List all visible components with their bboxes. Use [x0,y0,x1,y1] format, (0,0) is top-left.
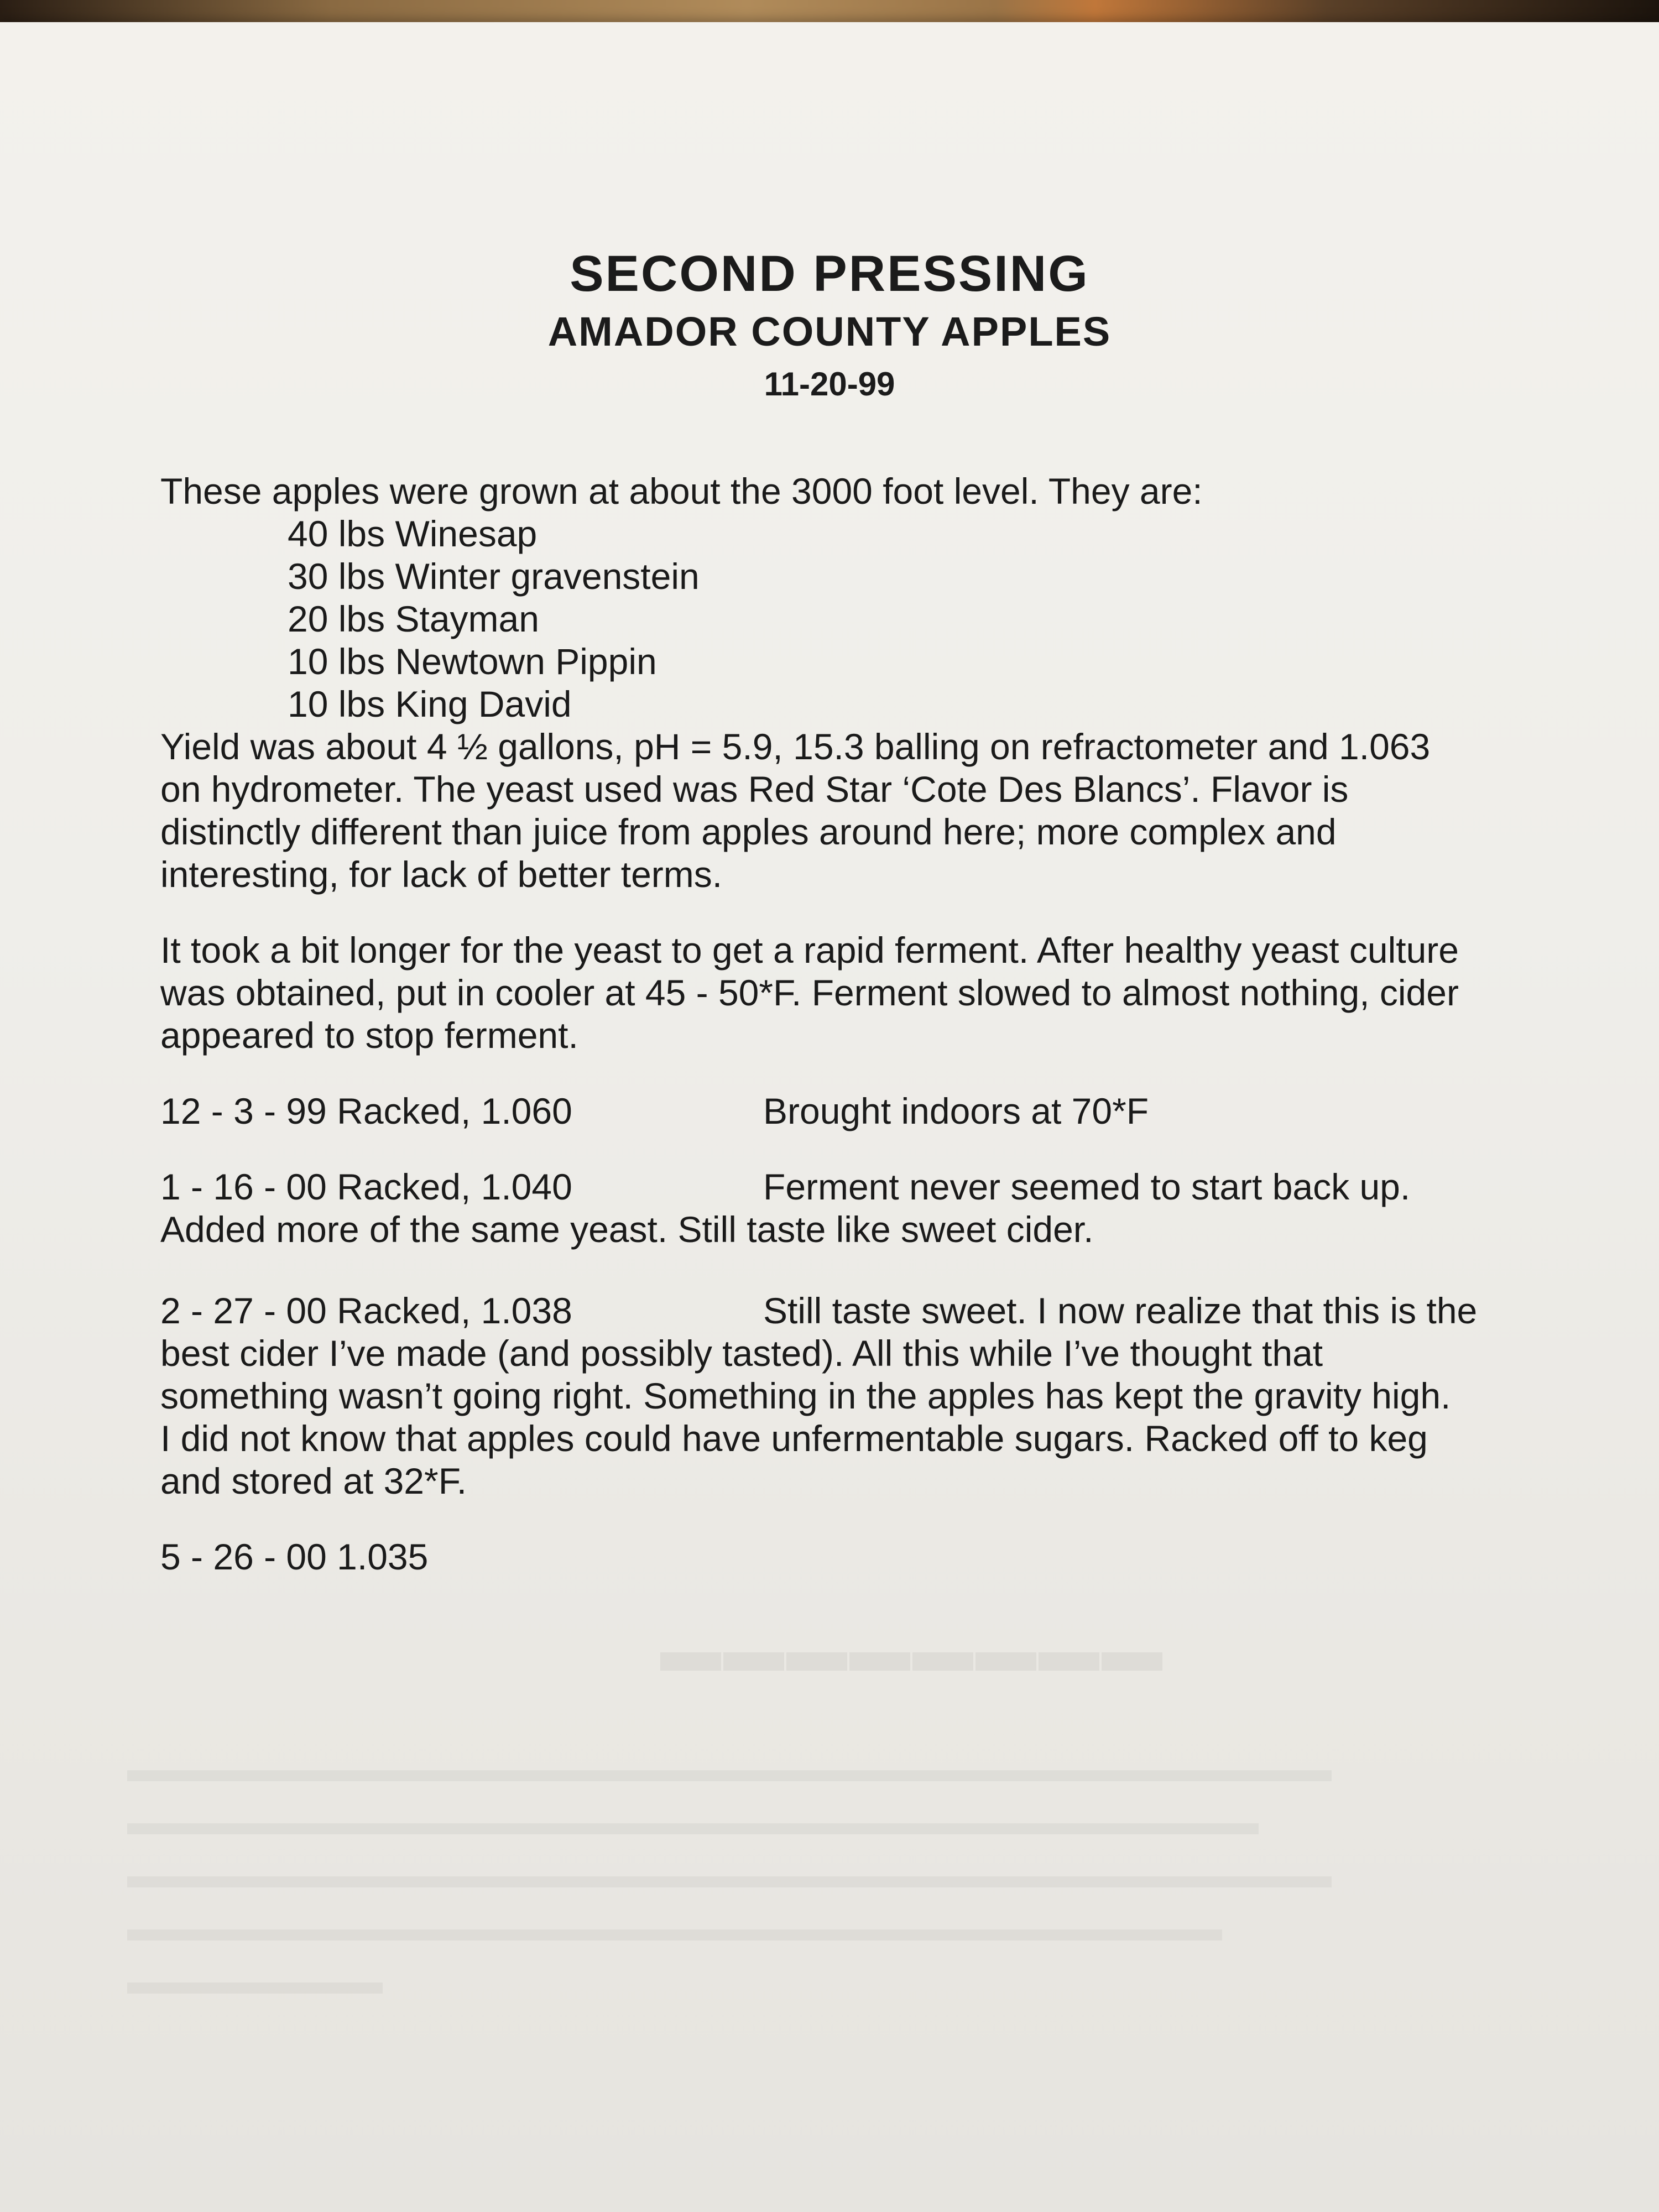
log-entry-continuation: and stored at 32*F. [160,1460,467,1501]
bleed-through-text-shadow [127,1742,1593,2007]
ferment-paragraph [160,929,1598,1057]
log-entry-note: Ferment never seemed to start back up. [763,1166,1411,1207]
apple-list-item: 10 lbs Newtown Pippin [288,641,657,682]
log-entry-note: Brought indoors at 70*F [763,1091,1149,1131]
log-entry [160,1290,1598,1503]
paragraph-line: appeared to stop ferment. [160,1015,578,1056]
final-log-entry: 5 - 26 - 00 1.035 [160,1536,429,1577]
log-entry-continuation: best cider I’ve made (and possibly tasted). All this while I’ve thought that [160,1333,1323,1374]
bleed-through-shadow: ▬▬▬▬▬▬▬▬ [660,1616,1165,1684]
paragraph-line: It took a bit longer for the yeast to get a rapid ferment. After healthy yeast culture [160,930,1459,971]
apple-list-item: 10 lbs King David [288,684,572,724]
log-entry-note: Still taste sweet. I now realize that this is the [763,1290,1478,1331]
log-entry-row [160,1290,1598,1332]
log-entry [160,1166,1598,1251]
log-entry-continuation: I did not know that apples could have unfermentable sugars. Racked off to keg [160,1418,1428,1459]
document-subtitle: AMADOR COUNTY APPLES [547,309,1112,354]
document-date: 11-20-99 [764,366,895,403]
log-entry-continuation: Added more of the same yeast. Still taste like sweet cider. [160,1209,1094,1250]
log-entry-continuation: something wasn’t going right. Something in the apples has kept the gravity high. [160,1375,1451,1416]
log-entry-date: 2 - 27 - 00 Racked, 1.038 [160,1290,572,1331]
log-entry-date: 12 - 3 - 99 Racked, 1.060 [160,1091,572,1131]
paragraph-gap [160,1251,1598,1290]
yield-paragraph [160,726,1598,896]
apple-list-item: 40 lbs Winesap [288,513,538,554]
paragraph-gap [160,1057,1598,1090]
paragraph-line: on hydrometer. The yeast used was Red Star ‘Cote Des Blancs’. Flavor is [160,769,1349,810]
log-entry-row [160,1166,1598,1208]
apple-list [160,513,1598,726]
paragraph-line: distinctly different than juice from apples around here; more complex and [160,811,1337,852]
paragraph-gap [160,896,1598,929]
log-entry [160,1090,1598,1133]
document-title: SECOND PRESSING [570,246,1089,302]
apple-list-item: 20 lbs Stayman [288,598,539,639]
paragraph-line: Yield was about 4 ½ gallons, pH = 5.9, 15.3 balling on refractometer and 1.063 [160,726,1431,767]
log-entry-row [160,1090,1598,1133]
document-body [160,470,1598,1578]
log-entry-date: 1 - 16 - 00 Racked, 1.040 [160,1166,572,1207]
paragraph-gap [160,1133,1598,1166]
paragraph-line: interesting, for lack of better terms. [160,854,723,895]
intro-line: These apples were grown at about the 3000 foot level. They are: [160,471,1203,512]
apple-list-item: 30 lbs Winter gravenstein [288,556,700,597]
document-header [0,243,1659,409]
paragraph-line: was obtained, put in cooler at 45 - 50*F. Ferment slowed to almost nothing, cider [160,972,1459,1013]
paragraph-gap [160,1503,1598,1536]
